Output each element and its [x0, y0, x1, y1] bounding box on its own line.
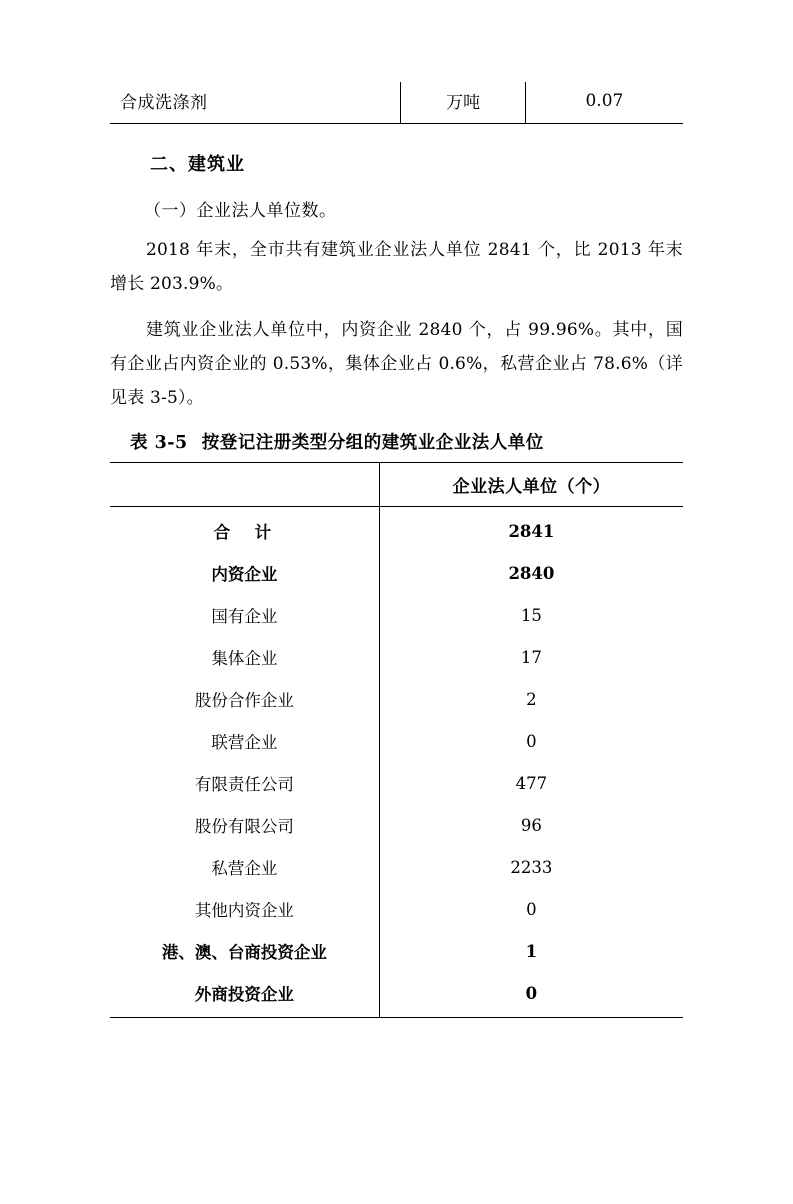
row-value: 15: [520, 605, 542, 625]
row-label: 港、澳、台商投资企业: [110, 930, 379, 972]
row-label: 私营企业: [110, 846, 379, 888]
table-row: [110, 888, 683, 930]
row-label: 股份有限公司: [110, 804, 379, 846]
row-value: 0: [526, 731, 537, 751]
table-row: [110, 930, 683, 972]
row-label: 集体企业: [110, 636, 379, 678]
table-row: [110, 594, 683, 636]
row-value: 17: [520, 647, 542, 667]
row-label: 内资企业: [110, 552, 379, 594]
table-row: [110, 972, 683, 1018]
row-value: 96: [520, 815, 542, 835]
continued-table-fragment: [110, 82, 683, 124]
subsection-heading: （一）企业法人单位数。: [144, 201, 337, 221]
section-heading: 二、建筑业: [150, 154, 245, 175]
row-label: 国有企业: [110, 594, 379, 636]
row-value: 1: [525, 941, 538, 961]
row-value: 477: [515, 773, 548, 793]
paragraph-2: 建筑业企业法人单位中，内资企业 2840 个，占 99.96%。其中，国有企业占内资企业的 0.53%，集体企业占 0.6%，私营企业占 78.6%（详见表 3-5）。: [110, 320, 683, 408]
table-caption-number: 表 3-5: [130, 433, 188, 453]
table-row: [110, 762, 683, 804]
enterprise-legal-units-table: [110, 462, 683, 1018]
table-row: [110, 82, 683, 124]
paragraph-1: 2018 年末，全市共有建筑业企业法人单位 2841 个，比 2013 年末增长 203.9%。: [110, 240, 683, 294]
header-label-column: [110, 463, 379, 507]
table-body: [110, 507, 683, 1018]
row-label: 有限责任公司: [110, 762, 379, 804]
table-row: [110, 507, 683, 553]
table-header-row: [110, 463, 683, 507]
table-caption: [110, 429, 683, 454]
table-row: [110, 678, 683, 720]
row-value: 0: [526, 899, 537, 919]
value-cell: 0.07: [525, 82, 683, 124]
header-value-column: 企业法人单位（个）: [379, 463, 683, 507]
document-page: [0, 82, 793, 1204]
table-row: [110, 804, 683, 846]
product-name-cell: 合成洗涤剂: [110, 82, 401, 124]
table-row: [110, 636, 683, 678]
row-value: 2841: [508, 521, 555, 541]
row-value: 2233: [510, 857, 553, 877]
row-label: 外商投资企业: [110, 972, 379, 1018]
row-label: 其他内资企业: [110, 888, 379, 930]
row-value: 2: [526, 689, 537, 709]
row-label: 股份合作企业: [110, 678, 379, 720]
unit-cell: 万吨: [401, 82, 525, 124]
row-label: 联营企业: [110, 720, 379, 762]
table-caption-text: 按登记注册类型分组的建筑业企业法人单位: [201, 433, 544, 453]
row-value: 2840: [508, 563, 555, 583]
table-row: [110, 720, 683, 762]
row-label: 合 计: [110, 507, 379, 553]
row-value: 0: [379, 972, 683, 1018]
table-row: [110, 552, 683, 594]
table-row: [110, 846, 683, 888]
